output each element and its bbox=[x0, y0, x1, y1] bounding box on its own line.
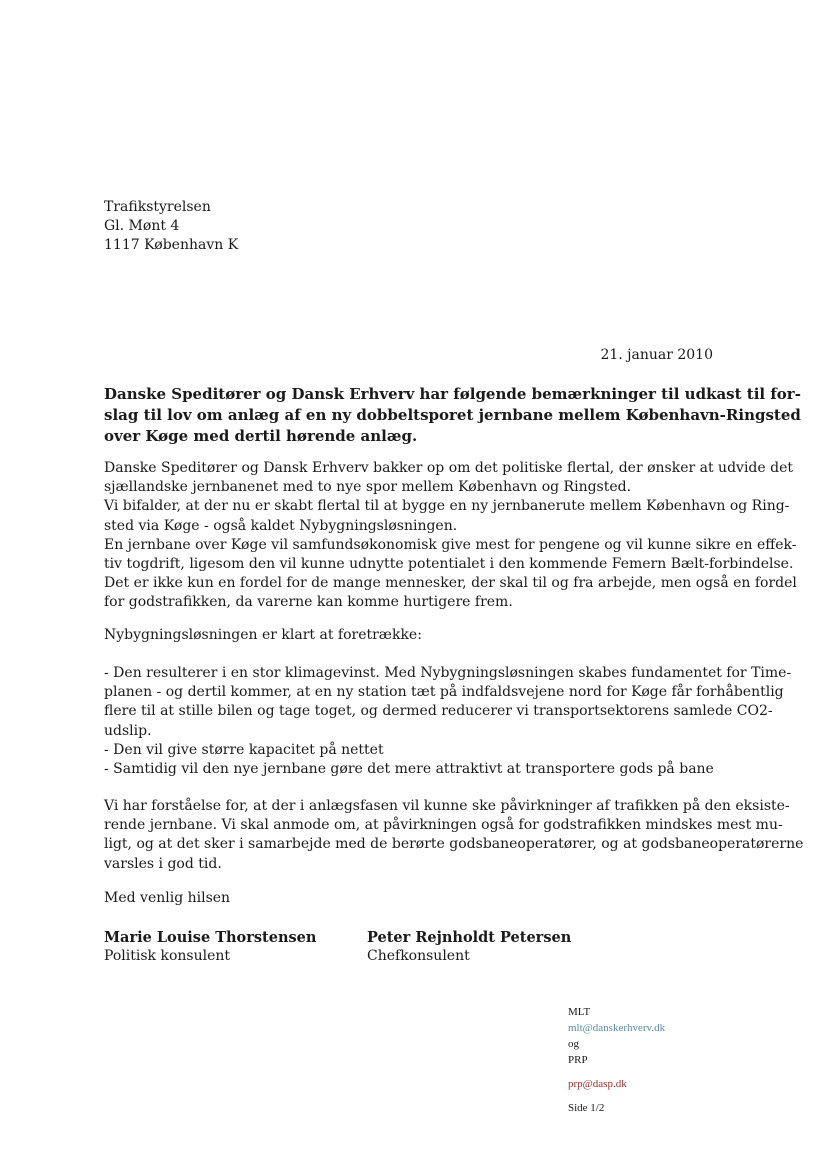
heading-line: slag til lov om anlæg af en ny dobbeltsporet jernbane mellem København-Ringsted bbox=[104, 406, 801, 424]
page-number: Side 1/2 bbox=[568, 1102, 605, 1114]
paragraph-line: Det er ikke kun en fordel for de mange mennesker, der skal til og fra arbejde, men også en fordel bbox=[104, 575, 797, 592]
contact-email-link[interactable]: prp@dasp.dk bbox=[568, 1078, 627, 1090]
signatory-title: Chefkonsulent bbox=[367, 948, 470, 964]
recipient-address bbox=[104, 198, 238, 255]
paragraph-line: rende jernbane. Vi skal anmode om, at påvirkningen også for godstrafikken mindskes mest mu- bbox=[104, 817, 783, 834]
signature-block-2 bbox=[367, 928, 571, 966]
contact-initials: PRP bbox=[568, 1054, 588, 1066]
paragraph-line: varsles i god tid. bbox=[104, 855, 222, 872]
paragraph-line: for godstrafikken, da varerne kan komme hurtigere frem. bbox=[104, 594, 513, 611]
list-item: planen - og dertil kommer, at en ny station tæt på indfaldsvejene nord for Køge får forhåbentlig bbox=[104, 684, 784, 701]
heading-line: over Køge med dertil hørende anlæg. bbox=[104, 427, 418, 445]
benefits-list bbox=[104, 664, 792, 779]
list-item: - Samtidig vil den nye jernbane gøre det mere attraktivt at transportere gods på bane bbox=[104, 761, 714, 778]
paragraph-line: Vi har forståelse for, at der i anlægsfasen vil kunne ske påvirkninger af trafikken på den eksiste- bbox=[104, 798, 790, 814]
signature-block-1 bbox=[104, 928, 316, 966]
paragraph-line: Vi bifalder, at der nu er skabt flertal til at bygge en ny jernbanerute mellem København og Ring- bbox=[104, 498, 790, 515]
closing-greeting: Med venlig hilsen bbox=[104, 890, 231, 906]
paragraph-line: sted via Køge - også kaldet Nybygningsløsningen. bbox=[104, 517, 458, 534]
paragraph-line: Danske Speditører og Dansk Erhverv bakker op om det politiske flertal, der ønsker at udvide det bbox=[104, 460, 793, 476]
list-item: flere til at stille bilen og tage toget, og dermed reducerer vi transportsektorens samlede CO2- bbox=[104, 703, 773, 720]
signatory-name: Peter Rejnholdt Petersen bbox=[367, 929, 572, 946]
address-line-3: 1117 København K bbox=[104, 237, 239, 253]
address-line-1: Trafikstyrelsen bbox=[104, 199, 211, 215]
list-item: - Den vil give større kapacitet på nettet bbox=[104, 741, 384, 758]
heading-line: Danske Speditører og Dansk Erhverv har følgende bemærkninger til udkast til for- bbox=[104, 385, 801, 403]
paragraph-line: tiv togdrift, ligesom den vil kunne udnytte potentialet i den kommende Femern Bælt-forbindelse. bbox=[104, 556, 794, 573]
contact-conjunction: og bbox=[568, 1038, 579, 1050]
paragraph-line: En jernbane over Køge vil samfundsøkonomisk give mest for pengene og vil kunne sikre en effek- bbox=[104, 536, 797, 553]
list-item: - Den resulterer i en stor klimagevinst. Med Nybygningsløsningen skabes fundamentet for Time- bbox=[104, 665, 792, 681]
contact-initials: MLT bbox=[568, 1006, 591, 1018]
paragraph-line: ligt, og at det sker i samarbejde med de berørte godsbaneoperatører, og at godsbaneoperatørerne bbox=[104, 836, 804, 853]
paragraph-preference: Nybygningsløsningen er klart at foretrække: bbox=[104, 627, 422, 643]
address-line-2: Gl. Mønt 4 bbox=[104, 218, 180, 234]
letter-date: 21. januar 2010 bbox=[600, 347, 713, 363]
paragraph-support bbox=[104, 459, 797, 613]
signatory-name: Marie Louise Thorstensen bbox=[104, 929, 317, 946]
letter-heading bbox=[104, 384, 801, 447]
paragraph-construction bbox=[104, 797, 804, 874]
contact-email-link[interactable]: mlt@danskerhverv.dk bbox=[568, 1022, 666, 1034]
signatory-title: Politisk konsulent bbox=[104, 948, 230, 964]
contact-sidebar bbox=[568, 1004, 665, 1116]
paragraph-line: sjællandske jernbanenet med to nye spor mellem København og Ringsted. bbox=[104, 479, 632, 496]
list-item: udslip. bbox=[104, 722, 152, 739]
